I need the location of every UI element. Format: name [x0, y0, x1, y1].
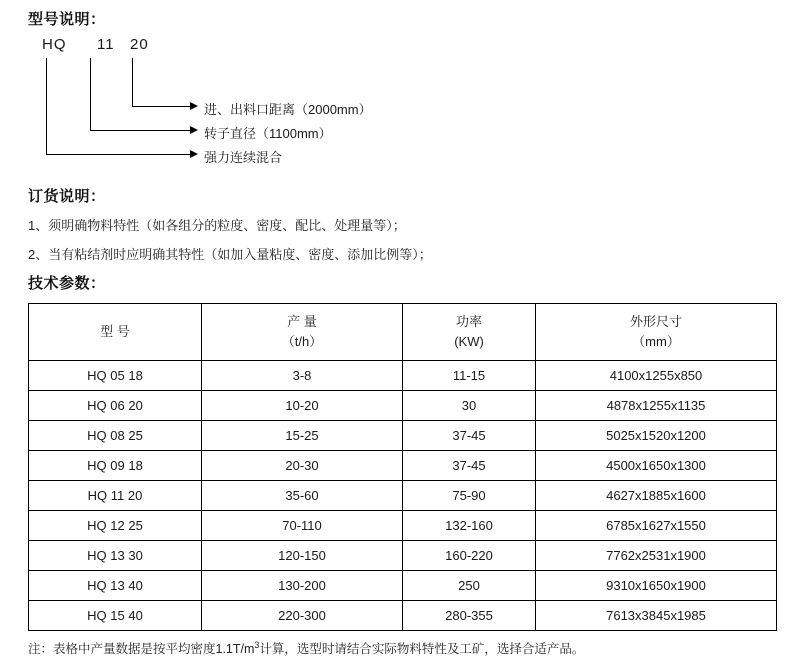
tech-parameters-table	[28, 303, 777, 631]
table-cell: 7762x2531x1900	[536, 541, 777, 571]
table-cell: HQ 08 25	[29, 421, 202, 451]
table-footnote	[28, 640, 772, 657]
table-cell: 7613x3845x1985	[536, 601, 777, 631]
table-cell: 220-300	[202, 601, 403, 631]
table-row	[29, 391, 777, 421]
model-section-title: 型号说明：	[28, 11, 106, 28]
footnote-prefix: 注：表格中产量数据是按平均密度1.1T/m	[28, 642, 255, 657]
order-note-2: 2、当有粘结剂时应明确其特性（如加入量粘度、密度、添加比例等）；	[28, 246, 432, 262]
table-cell: 3-8	[202, 361, 403, 391]
leader-arrow-hq	[190, 150, 198, 158]
table-cell: HQ 15 40	[29, 601, 202, 631]
table-row	[29, 361, 777, 391]
model-label-rotor: 转子直径（1100mm）	[204, 126, 332, 141]
table-cell: 9310x1650x1900	[536, 571, 777, 601]
column-header-model	[29, 304, 202, 361]
table-cell: 280-355	[403, 601, 536, 631]
column-header-capacity-line2: （t/h）	[281, 334, 323, 349]
table-row	[29, 451, 777, 481]
column-header-capacity	[202, 304, 403, 361]
table-cell: 120-150	[202, 541, 403, 571]
leader-line-h-distance	[132, 106, 190, 107]
table-cell: 30	[403, 391, 536, 421]
table-cell: 37-45	[403, 421, 536, 451]
leader-line-h-hq	[46, 154, 190, 155]
table-row	[29, 541, 777, 571]
column-header-power	[403, 304, 536, 361]
column-header-model-line1: 型 号	[100, 323, 130, 339]
table-cell: 75-90	[403, 481, 536, 511]
table-cell: 130-200	[202, 571, 403, 601]
order-note-1: 1、须明确物料特性（如各组分的粒度、密度、配比、处理量等）；	[28, 218, 406, 233]
table-cell: 132-160	[403, 511, 536, 541]
table-cell: HQ 13 40	[29, 571, 202, 601]
table-cell: 37-45	[403, 451, 536, 481]
table-row	[29, 481, 777, 511]
table-row	[29, 571, 777, 601]
leader-line-h-rotor	[90, 130, 190, 131]
leader-arrow-rotor	[190, 126, 198, 134]
order-description-section	[28, 185, 768, 275]
footnote-suffix: 计算，选型时请结合实际物料特性及工矿，选择合适产品。	[259, 642, 585, 657]
table-cell: HQ 06 20	[29, 391, 202, 421]
table-cell: 160-220	[403, 541, 536, 571]
table-cell: HQ 05 18	[29, 361, 202, 391]
table-cell: 5025x1520x1200	[536, 421, 777, 451]
table-cell: 4878x1255x1135	[536, 391, 777, 421]
table-cell: 70-110	[202, 511, 403, 541]
table-header-row	[29, 304, 777, 361]
model-code-leader-diagram	[28, 58, 448, 178]
table-cell: 11-15	[403, 361, 536, 391]
table-cell: HQ 11 20	[29, 481, 202, 511]
order-section-title: 订货说明：	[28, 188, 106, 205]
table-row	[29, 511, 777, 541]
model-label-distance: 进、出料口距离（2000mm）	[204, 102, 372, 117]
table-cell: 20-30	[202, 451, 403, 481]
model-description-section	[28, 8, 768, 165]
table-cell: 10-20	[202, 391, 403, 421]
table-cell: 4100x1255x850	[536, 361, 777, 391]
model-code-part-hq: HQ	[42, 36, 67, 53]
column-header-power-line2: (KW)	[454, 334, 484, 349]
leader-line-v-hq	[46, 58, 47, 154]
column-header-power-line1: 功率	[455, 313, 482, 329]
leader-line-v-rotor	[90, 58, 91, 130]
table-cell: HQ 12 25	[29, 511, 202, 541]
column-header-dimensions-line2: （mm）	[632, 334, 680, 349]
model-label-mixing: 强力连续混合	[204, 150, 283, 165]
table-cell: 4500x1650x1300	[536, 451, 777, 481]
leader-arrow-distance	[190, 102, 198, 110]
tech-parameters-section	[28, 272, 772, 657]
footnote-superscript: 3	[254, 640, 260, 650]
model-code-part-rotor: 11	[97, 36, 115, 53]
table-row	[29, 601, 777, 631]
model-code-part-distance: 20	[130, 36, 149, 53]
leader-line-v-distance	[132, 58, 133, 106]
table-body	[29, 361, 777, 631]
table-cell: 6785x1627x1550	[536, 511, 777, 541]
table-cell: 35-60	[202, 481, 403, 511]
column-header-dimensions	[536, 304, 777, 361]
table-cell: 15-25	[202, 421, 403, 451]
column-header-dimensions-line1: 外形尺寸	[629, 313, 682, 329]
tech-section-title: 技术参数：	[28, 275, 106, 292]
table-cell: 250	[403, 571, 536, 601]
column-header-capacity-line1: 产 量	[287, 313, 317, 329]
table-cell: 4627x1885x1600	[536, 481, 777, 511]
table-cell: HQ 13 30	[29, 541, 202, 571]
table-row	[29, 421, 777, 451]
table-cell: HQ 09 18	[29, 451, 202, 481]
